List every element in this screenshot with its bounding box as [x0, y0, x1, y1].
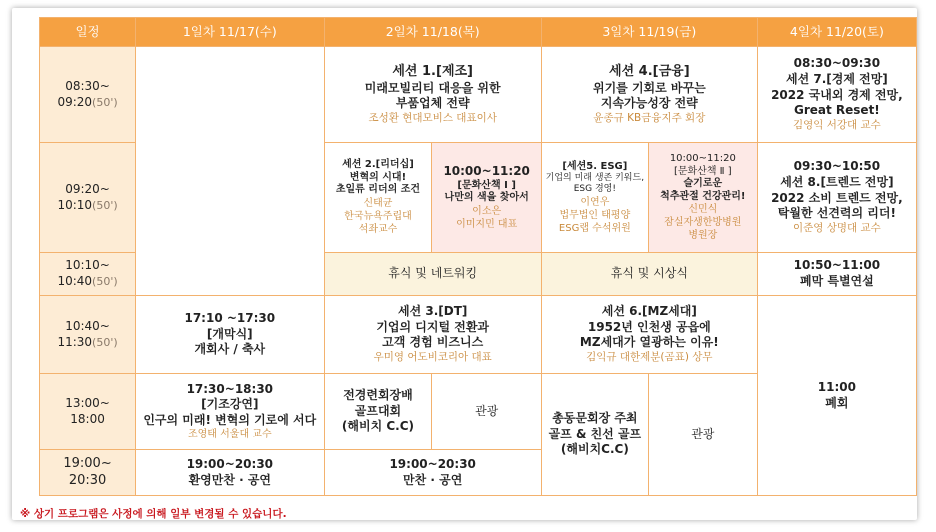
break-networking: 휴식 및 네트워킹	[324, 253, 541, 296]
dinner-day2-cell: 19:00~20:30 만찬 · 공연	[324, 450, 541, 496]
opening-ceremony-cell: 17:10 ~17:30 [개막식] 개회사 / 축사	[136, 296, 324, 374]
header-day3: 3일차 11/19(금)	[541, 18, 757, 47]
session-2-cell: 세션 2.[리더십] 변혁의 시대! 초일류 리더의 조건 신태균 한국뉴욕주립대 석좌교수	[324, 143, 432, 253]
session-5-cell: [세션5. ESG] 기업의 미래 생존 키워드, ESG 경영! 이연우 법무법인 태평양 ESG랩 수석위원	[541, 143, 648, 253]
header-day1: 1일차 11/17(수)	[136, 18, 324, 47]
session-3-cell: 세션 3.[DT] 기업의 디지털 전환과 고객 경험 비즈니스 우미영 어도비코리아 대표	[324, 296, 541, 374]
header-day4: 4일차 11/20(토)	[757, 18, 916, 47]
header-schedule: 일정	[40, 18, 136, 47]
session-8-cell: 09:30~10:50 세션 8.[트렌드 전망] 2022 소비 트렌드 전망, 탁월한 선견력의 리더! 이준영 상명대 교수	[757, 143, 916, 253]
schedule-table	[39, 17, 917, 496]
break-awards: 휴식 및 시상식	[541, 253, 757, 296]
culture-walk-2-cell: 10:00~11:20 [문화산책 Ⅱ ] 슬기로운 척추관절 건강관리! 신민식 잠실자생한방병원 병원장	[648, 143, 757, 253]
session-7-cell: 08:30~09:30 세션 7.[경제 전망] 2022 국내외 경제 전망, Great Reset! 김영익 서강대 교수	[757, 47, 916, 143]
time-slot-2: 09:20~ 10:10(50')	[40, 143, 136, 253]
time-slot-3: 10:10~ 10:40(50')	[40, 253, 136, 296]
welcome-dinner-cell: 19:00~20:30 환영만찬 · 공연	[136, 450, 324, 496]
change-notice: ※ 상기 프로그램은 사정에 의해 일부 변경될 수 있습니다.	[20, 508, 287, 520]
closing-ceremony-cell: 11:00 폐회	[757, 296, 916, 496]
tour-day2-cell: 관광	[432, 374, 541, 450]
time-slot-6: 19:00~ 20:30	[40, 450, 136, 496]
closing-speech-cell: 10:50~11:00 폐막 특별연설	[757, 253, 916, 296]
schedule-frame	[12, 8, 917, 520]
day1-empty-cell	[136, 47, 324, 296]
session-1-cell: 세션 1.[제조] 미래모빌리티 대응을 위한 부품업체 전략 조성환 현대모비스 대표이사	[324, 47, 541, 143]
session-6-cell: 세션 6.[MZ세대] 1952년 인천생 공읍에 MZ세대가 열광하는 이유! 김익규 대한제분(곰표) 상무	[541, 296, 757, 374]
tour-day3-cell: 관광	[648, 374, 757, 496]
golf-tournament-day2-cell: 전경련회장배 골프대회 (해비치 C.C)	[324, 374, 432, 450]
session-4-cell: 세션 4.[금융] 위기를 기회로 바꾸는 지속가능성장 전략 윤종규 KB금융지주 회장	[541, 47, 757, 143]
time-slot-1: 08:30~ 09:20(50')	[40, 47, 136, 143]
keynote-cell: 17:30~18:30 [기조강연] 인구의 미래! 변혁의 기로에 서다 조영태 서울대 교수	[136, 374, 324, 450]
time-slot-4: 10:40~ 11:30(50')	[40, 296, 136, 374]
golf-day3-cell: 총동문회장 주최 골프 & 친선 골프 (해비치C.C)	[541, 374, 648, 496]
header-day2: 2일차 11/18(목)	[324, 18, 541, 47]
time-slot-5: 13:00~ 18:00	[40, 374, 136, 450]
culture-walk-1-cell: 10:00~11:20 [문화산책 I ] 나만의 색을 찾아서 이소은 이미지민 대표	[432, 143, 541, 253]
